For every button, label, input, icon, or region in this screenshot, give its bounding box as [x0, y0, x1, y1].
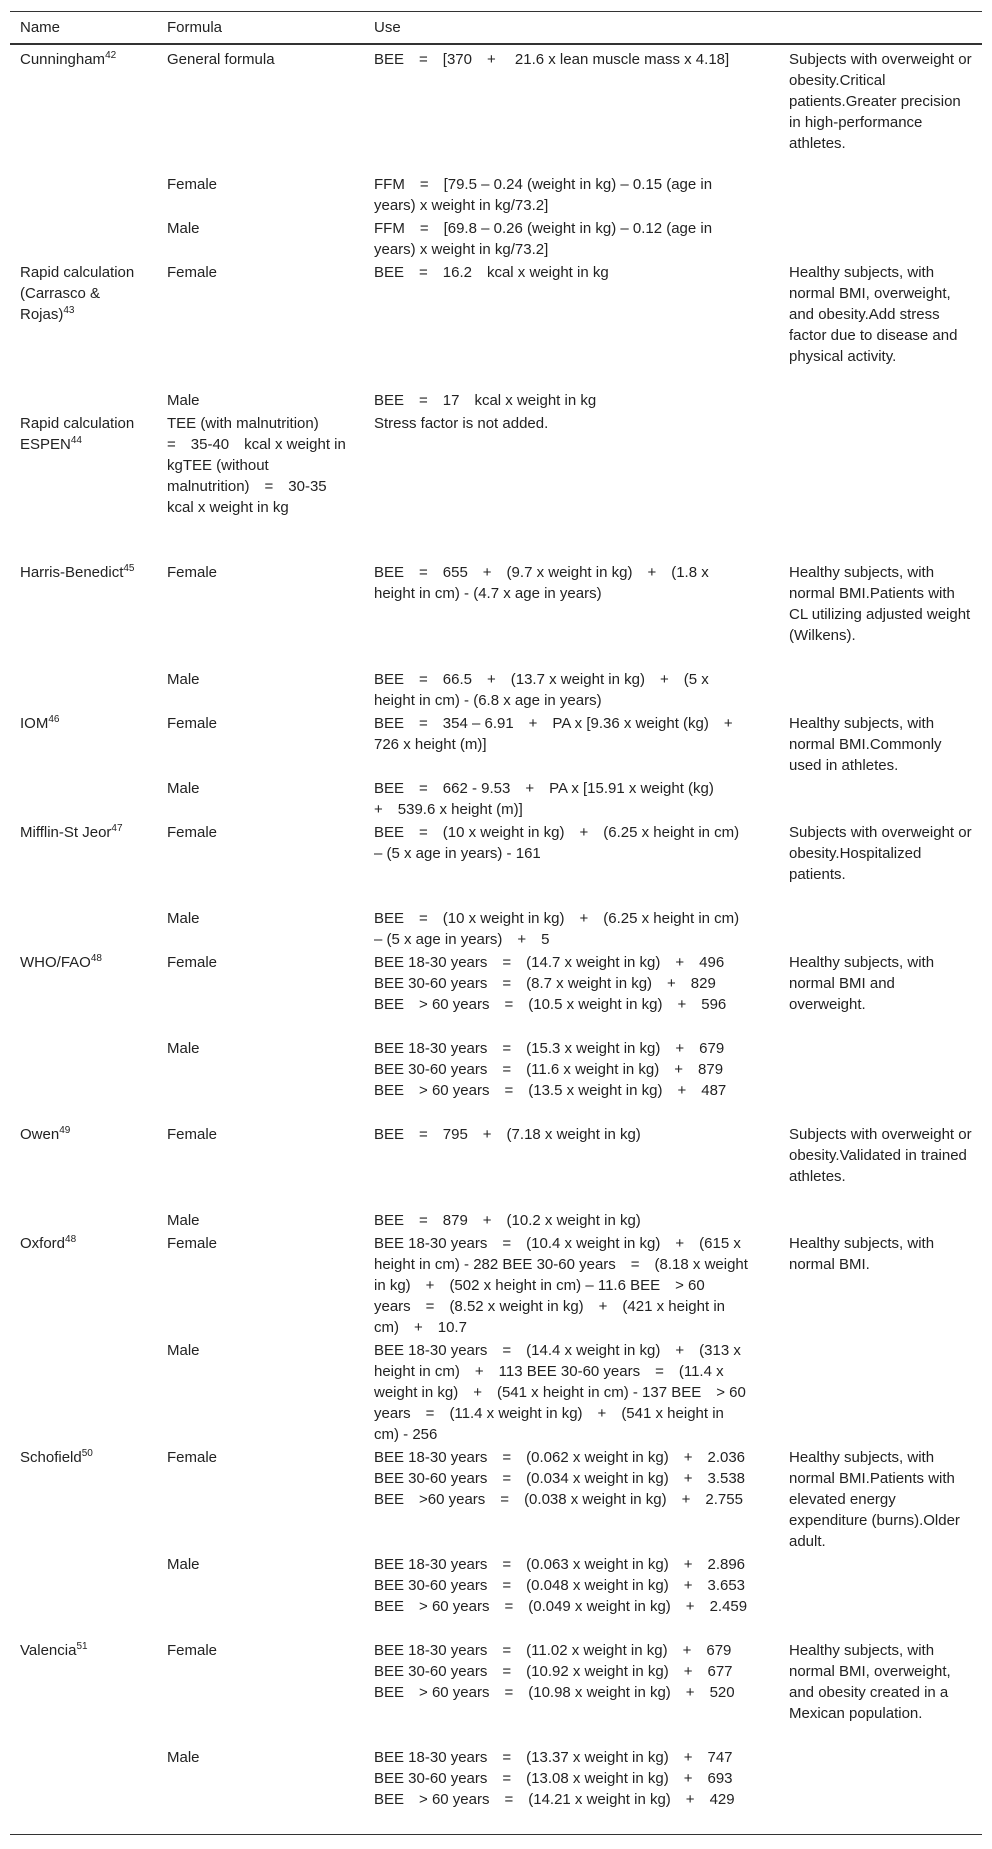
cell-use: BEE 18-30 years = (13.37 x weight in kg) + 747 BEE 30-60 years = (13.08 x weight in kg) + 693 BEE > 60 years = (14.21 x weight in kg) + 429 [374, 1749, 735, 1808]
cell-name [10, 1123, 157, 1232]
table-row [10, 561, 982, 668]
reference-number: 48 [90, 953, 102, 964]
cell-use: BEE 18-30 years = (14.4 x weight in kg) + (313 x height in cm) + 113 BEE 30-60 years = (11.4 x weight in kg) + (541 x height in cm) - 137 BEE > 60 years = (11.4 x weight in kg) + (541 x height in cm) - 256 [374, 1342, 746, 1443]
cell-population: Healthy subjects, with normal BMI.Patients with CL utilizing adjusted weight (Wilkens). [789, 564, 971, 644]
equation-name: Harris-Benedict [20, 564, 124, 581]
cell-name [10, 1232, 157, 1446]
cell-formula: Male [167, 780, 200, 797]
table-row [10, 1446, 982, 1553]
cell-population: Healthy subjects, with normal BMI and overweight. [789, 954, 935, 1013]
header-use: Use [374, 19, 401, 36]
reference-number: 43 [63, 305, 75, 316]
cell-population: Healthy subjects, with normal BMI. [789, 1235, 935, 1273]
table-row [10, 1639, 982, 1746]
reference-number: 49 [59, 1125, 71, 1136]
cell-formula: Male [167, 1040, 200, 1057]
cell-use: BEE = 879 + (10.2 x weight in kg) [374, 1212, 641, 1229]
table-row [10, 821, 982, 907]
reference-number: 47 [111, 823, 123, 834]
cell-name [10, 951, 157, 1123]
cell-formula: Female [167, 1642, 218, 1659]
cell-formula: Female [167, 564, 218, 581]
energy-equations-table [10, 11, 982, 1835]
cell-population: Subjects with overweight or obesity.Validated in trained athletes. [789, 1126, 972, 1185]
cell-formula: Female [167, 715, 218, 732]
cell-use: BEE = (10 x weight in kg) + (6.25 x height in cm) – (5 x age in years) - 161 [374, 824, 740, 862]
cell-formula: Male [167, 910, 200, 927]
reference-number: 42 [105, 50, 117, 61]
cell-use: BEE 18-30 years = (0.062 x weight in kg) + 2.036 BEE 30-60 years = (0.034 x weight in kg) + 3.538 BEE >60 years = (0.038 x weight in kg) + 2.755 [374, 1449, 746, 1508]
equation-name: Mifflin-St Jeor [20, 824, 112, 841]
cell-use: BEE = 66.5 + (13.7 x weight in kg) + (5 x height in cm) - (6.8 x age in years) [374, 671, 709, 709]
cell-formula: Male [167, 220, 200, 237]
equation-name: Rapid calculation (Carrasco & Rojas) [20, 264, 135, 323]
table-row [10, 712, 982, 777]
cell-formula: Male [167, 671, 200, 688]
cell-population: Subjects with overweight or obesity.Hospitalized patients. [789, 824, 972, 883]
cell-use: Stress factor is not added. [374, 415, 549, 432]
cell-population [779, 412, 982, 561]
cell-formula: Male [167, 1556, 200, 1573]
table-row [10, 44, 982, 173]
equation-name: Owen [20, 1126, 60, 1143]
reference-number: 46 [48, 714, 60, 725]
cell-population: Healthy subjects, with normal BMI, overweight, and obesity created in a Mexican population. [789, 1642, 951, 1722]
cell-use: BEE = 17 kcal x weight in kg [374, 392, 597, 409]
equation-name: Rapid calculation ESPEN [20, 415, 135, 453]
cell-formula: Male [167, 1212, 200, 1229]
cell-name [10, 1639, 157, 1834]
cell-name [10, 412, 157, 561]
cell-use: BEE = 795 + (7.18 x weight in kg) [374, 1126, 641, 1143]
cell-formula: Female [167, 1126, 218, 1143]
header-name: Name [20, 19, 61, 36]
table-row [10, 412, 982, 561]
cell-population: Subjects with overweight or obesity.Critical patients.Greater precision in high-performance athletes. [789, 51, 972, 152]
cell-name [10, 1446, 157, 1639]
equation-name: Oxford [20, 1235, 66, 1252]
equation-name: Cunningham [20, 51, 106, 68]
cell-use: BEE 18-30 years = (14.7 x weight in kg) + 496 BEE 30-60 years = (8.7 x weight in kg) + 829 BEE > 60 years = (10.5 x weight in kg) + 596 [374, 954, 727, 1013]
cell-formula: Female [167, 1235, 218, 1252]
cell-use: BEE = 655 + (9.7 x weight in kg) + (1.8 x height in cm) - (4.7 x age in years) [374, 564, 709, 602]
cell-formula: Male [167, 1342, 200, 1359]
table-row [10, 951, 982, 1037]
cell-population: Healthy subjects, with normal BMI, overweight, and obesity.Add stress factor due to disease and physical activity. [789, 264, 958, 365]
cell-formula: Male [167, 392, 200, 409]
cell-use: BEE 18-30 years = (10.4 x weight in kg) + (615 x height in cm) - 282 BEE 30-60 years = (8.18 x weight in kg) + (502 x height in cm) – 11.6 BEE > 60 years = (8.52 x weight in kg) + (421 x height in cm) + 10.7 [374, 1235, 748, 1336]
header-formula: Formula [167, 19, 223, 36]
cell-formula: Female [167, 176, 218, 193]
equation-name: Valencia [20, 1642, 77, 1659]
cell-use: BEE = 16.2 kcal x weight in kg [374, 264, 609, 281]
cell-use: BEE 18-30 years = (0.063 x weight in kg) + 2.896 BEE 30-60 years = (0.048 x weight in kg) + 3.653 BEE > 60 years = (0.049 x weight in kg) + 2.459 [374, 1556, 748, 1615]
cell-name [10, 561, 157, 712]
cell-name [10, 261, 157, 412]
reference-number: 50 [81, 1448, 93, 1459]
cell-name [10, 44, 157, 261]
reference-number: 44 [70, 435, 82, 446]
cell-use: BEE 18-30 years = (11.02 x weight in kg) + 679 BEE 30-60 years = (10.92 x weight in kg) + 677 BEE > 60 years = (10.98 x weight in kg) + 520 [374, 1642, 735, 1701]
cell-use: FFM = [79.5 – 0.24 (weight in kg) – 0.15 (age in years) x weight in kg/73.2] [374, 176, 713, 214]
cell-name [10, 821, 157, 951]
cell-use: BEE = 662 - 9.53 + PA x [15.91 x weight (kg) + 539.6 x height (m)] [374, 780, 729, 818]
cell-population: Healthy subjects, with normal BMI.Commonly used in athletes. [789, 715, 942, 774]
cell-use: FFM = [69.8 – 0.26 (weight in kg) – 0.12 (age in years) x weight in kg/73.2] [374, 220, 713, 258]
cell-formula: Female [167, 1449, 218, 1466]
cell-formula: General formula [167, 51, 275, 68]
cell-formula: Female [167, 824, 218, 841]
header-row [10, 12, 982, 45]
equation-name: Schofield [20, 1449, 82, 1466]
cell-formula: Female [167, 954, 218, 971]
cell-use: BEE = [370 + 21.6 x lean muscle mass x 4.18] [374, 51, 730, 68]
cell-formula: TEE (with malnutrition) = 35-40 kcal x weight in kgTEE (without malnutrition) = 30-35 kcal x weight in kg [167, 415, 346, 516]
table-row [10, 261, 982, 389]
cell-use: BEE 18-30 years = (15.3 x weight in kg) + 679 BEE 30-60 years = (11.6 x weight in kg) + 879 BEE > 60 years = (13.5 x weight in kg) + 487 [374, 1040, 727, 1099]
cell-name [10, 712, 157, 821]
equation-name: WHO/FAO [20, 954, 91, 971]
cell-formula: Female [167, 264, 218, 281]
table-header [10, 12, 982, 45]
cell-use: BEE = 354 – 6.91 + PA x [9.36 x weight (kg) + 726 x height (m)] [374, 715, 748, 753]
reference-number: 45 [123, 563, 135, 574]
reference-number: 51 [76, 1641, 88, 1652]
table-row [10, 1232, 982, 1339]
cell-formula: Male [167, 1749, 200, 1766]
reference-number: 48 [65, 1234, 77, 1245]
table-body [10, 44, 982, 1834]
table-row [10, 1123, 982, 1209]
equation-name: IOM [20, 715, 49, 732]
header-population [779, 12, 982, 45]
cell-use: BEE = (10 x weight in kg) + (6.25 x height in cm) – (5 x age in years) + 5 [374, 910, 740, 948]
cell-population: Healthy subjects, with normal BMI.Patients with elevated energy expenditure (burns).Older adult. [789, 1449, 960, 1550]
